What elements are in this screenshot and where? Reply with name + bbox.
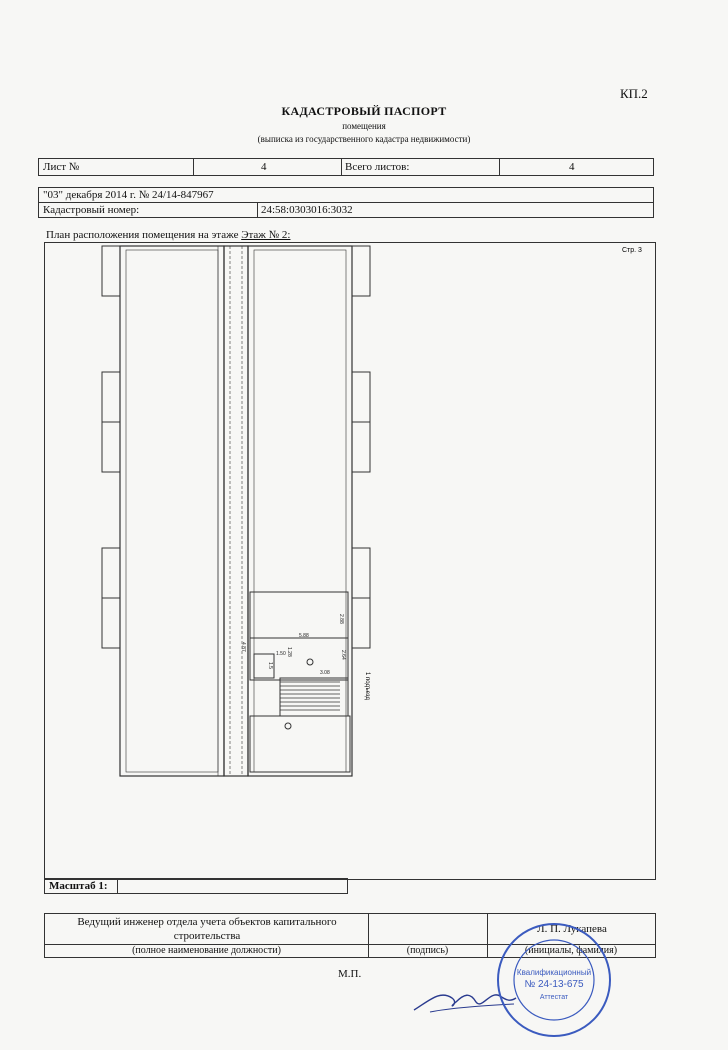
- sheet-label: Лист №: [43, 161, 80, 173]
- plan-caption: [46, 229, 290, 241]
- document-subtitle: помещения: [342, 121, 386, 131]
- building-right-wing: [248, 246, 370, 776]
- building-middle-corridor: [224, 246, 248, 776]
- cadastral-label: Кадастровый номер:: [43, 204, 140, 216]
- plan-caption-prefix: План расположения помещения на этаже: [46, 229, 239, 241]
- building-left-wing: [102, 246, 224, 776]
- official-stamp: [494, 915, 614, 1045]
- sheet-number: 4: [261, 161, 267, 173]
- seal-place-mark: М.П.: [338, 968, 362, 980]
- dim-label: 2.88: [338, 614, 344, 624]
- dim-label: 1.5: [267, 662, 273, 669]
- scale-label: Масштаб 1:: [49, 880, 108, 892]
- dim-label: 5.88: [299, 633, 309, 639]
- stamp-line-1: Квалификационный: [516, 968, 592, 977]
- document-code: КП.2: [620, 86, 648, 101]
- sheet-row: [38, 158, 654, 176]
- name-note: (инициалы, фамилия): [524, 945, 618, 956]
- document-title: КАДАСТРОВЫЙ ПАСПОРТ: [281, 104, 447, 118]
- extract-note: (выписка из государственного кадастра недвижимости): [257, 134, 471, 144]
- date-row: [38, 187, 654, 203]
- dim-label: 2.64: [340, 650, 346, 660]
- dimension-labels: [240, 614, 346, 676]
- cadastral-number: 24:58:0303016:3032: [261, 204, 353, 216]
- total-sheets-value: 4: [569, 161, 575, 173]
- floor-plan: [44, 242, 656, 882]
- signatory-name: Л. П. Лукапева: [537, 923, 607, 935]
- scale-row: [44, 878, 348, 894]
- dim-label: 1.28: [286, 647, 292, 657]
- sign-note: (подпись): [406, 945, 449, 956]
- issue-date-number: "03" декабря 2014 г. № 24/14-847967: [43, 189, 214, 201]
- dim-label: 3.08: [320, 670, 330, 676]
- stamp-line-3: Аттестат: [539, 994, 569, 1001]
- stamp-line-2: № 24-13-675: [524, 979, 584, 990]
- total-sheets-label: Всего листов:: [345, 161, 410, 173]
- entrance-label: 1 подъезд: [364, 672, 370, 700]
- floor-label: Этаж № 2:: [241, 229, 291, 241]
- dim-label: 1.50: [276, 651, 286, 657]
- signatory-position: Ведущий инженер отдела учета объектов капитального строительства: [77, 916, 337, 942]
- page-mark: Стр. 3: [622, 247, 642, 254]
- position-note: (полное наименование должности): [132, 945, 281, 956]
- cadastral-row: [38, 202, 654, 218]
- dim-label: 4.87: [240, 642, 246, 652]
